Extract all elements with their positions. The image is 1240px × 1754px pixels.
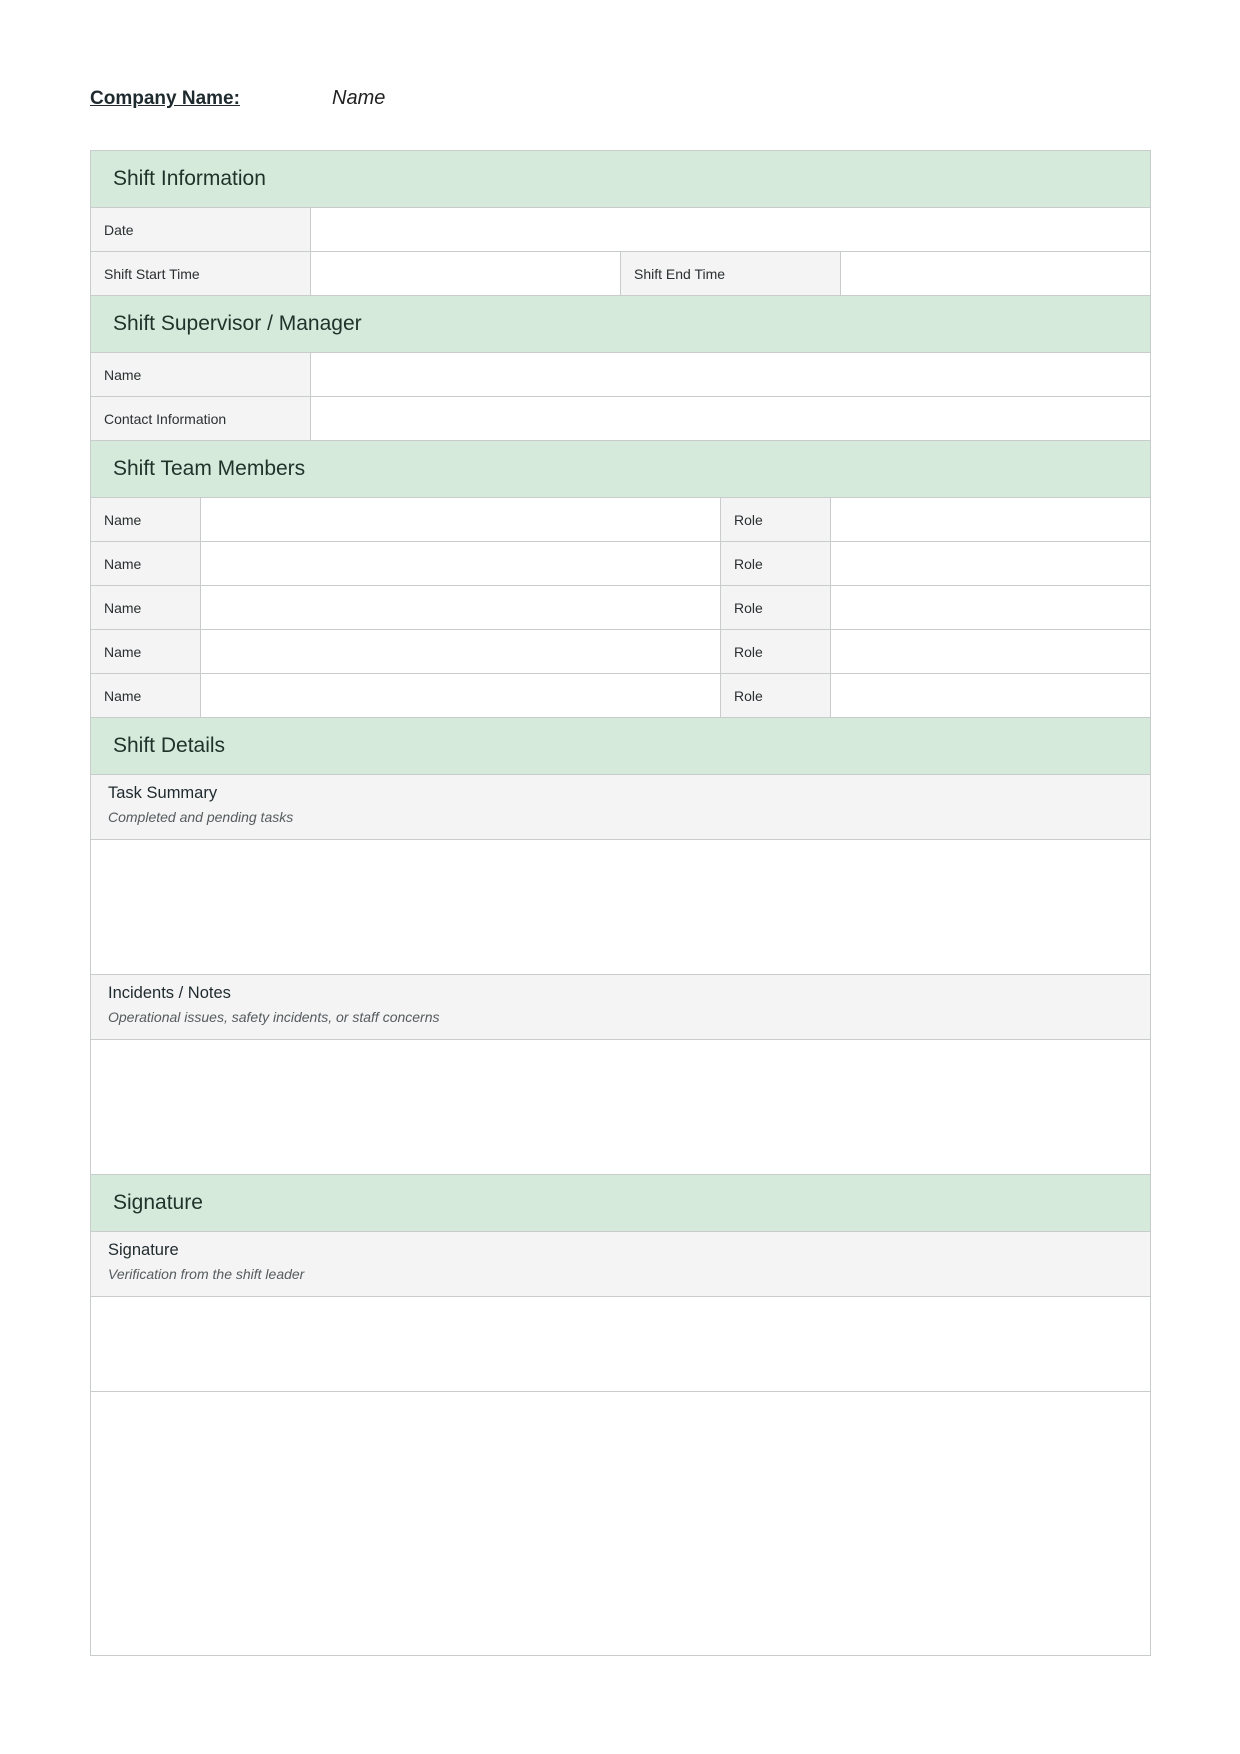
row-supervisor-name (91, 353, 1150, 397)
team-member-name-label: Name (91, 498, 201, 541)
task-summary-description: Completed and pending tasks (108, 809, 294, 825)
team-member-name-label: Name (91, 630, 201, 673)
shift-end-time-label: Shift End Time (621, 252, 841, 295)
team-member-name-field[interactable] (201, 586, 721, 629)
signature-field[interactable] (91, 1297, 1150, 1392)
incidents-notes-title: Incidents / Notes (108, 984, 231, 1002)
company-name-label: Company Name: (90, 88, 240, 109)
supervisor-contact-field[interactable] (311, 397, 1150, 440)
date-field[interactable] (311, 208, 1150, 251)
team-member-role-field[interactable] (831, 586, 1150, 629)
blank-area (91, 1392, 1150, 1656)
team-member-name-field[interactable] (201, 674, 721, 717)
section-header-signature: Signature (91, 1175, 1150, 1232)
row-date (91, 208, 1150, 252)
team-member-role-label: Role (721, 586, 831, 629)
team-member-name-field[interactable] (201, 542, 721, 585)
team-member-role-field[interactable] (831, 630, 1150, 673)
date-label: Date (91, 208, 311, 251)
team-member-name-label: Name (91, 586, 201, 629)
team-member-name-label: Name (91, 542, 201, 585)
team-member-role-label: Role (721, 542, 831, 585)
team-member-row (91, 674, 1150, 718)
team-member-role-field[interactable] (831, 498, 1150, 541)
team-member-name-field[interactable] (201, 498, 721, 541)
incidents-notes-header (91, 975, 1150, 1040)
shift-start-time-label: Shift Start Time (91, 252, 311, 295)
signature-header (91, 1232, 1150, 1297)
team-member-role-field[interactable] (831, 542, 1150, 585)
team-member-row (91, 542, 1150, 586)
team-member-role-label: Role (721, 674, 831, 717)
signature-description: Verification from the shift leader (108, 1266, 305, 1282)
supervisor-contact-label: Contact Information (91, 397, 311, 440)
team-member-role-label: Role (721, 498, 831, 541)
team-member-row (91, 498, 1150, 542)
shift-end-time-field[interactable] (841, 252, 1150, 295)
row-shift-times (91, 252, 1150, 296)
signature-title: Signature (108, 1241, 179, 1259)
team-member-name-label: Name (91, 674, 201, 717)
section-header-shift-details: Shift Details (91, 718, 1150, 775)
supervisor-name-label: Name (91, 353, 311, 396)
shift-start-time-field[interactable] (311, 252, 621, 295)
company-name-value[interactable]: Name (332, 87, 386, 109)
team-member-role-field[interactable] (831, 674, 1150, 717)
section-header-supervisor: Shift Supervisor / Manager (91, 296, 1150, 353)
supervisor-name-field[interactable] (311, 353, 1150, 396)
task-summary-field[interactable] (91, 840, 1150, 975)
company-row (90, 88, 1150, 114)
team-member-role-label: Role (721, 630, 831, 673)
task-summary-header (91, 775, 1150, 840)
section-header-team-members: Shift Team Members (91, 441, 1150, 498)
section-header-shift-information: Shift Information (91, 151, 1150, 208)
shift-report-form (90, 150, 1151, 1656)
incidents-notes-description: Operational issues, safety incidents, or staff concerns (108, 1009, 440, 1025)
team-member-row (91, 630, 1150, 674)
task-summary-title: Task Summary (108, 784, 218, 802)
team-member-row (91, 586, 1150, 630)
team-member-name-field[interactable] (201, 630, 721, 673)
incidents-notes-field[interactable] (91, 1040, 1150, 1175)
row-supervisor-contact (91, 397, 1150, 441)
